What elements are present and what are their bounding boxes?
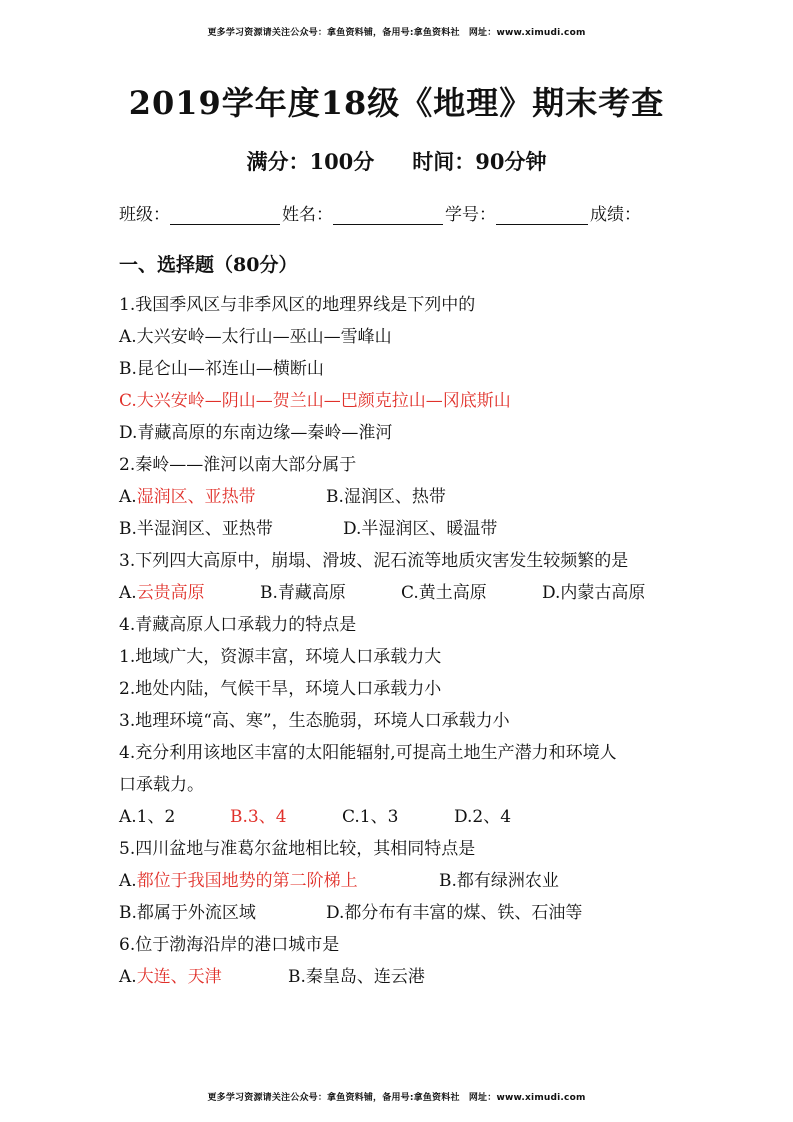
option-d: D.内蒙古高原 [542,583,646,603]
question-stem: 6.位于渤海沿岸的港口城市是 [119,935,340,955]
option-c: B.半湿润区、亚热带 [119,519,273,539]
footer-banner: 更多学习资源请关注公众号：拿鱼资料铺，备用号:拿鱼资料社 网址：www.ximudi.com [207,1093,586,1103]
option-letter: A. [119,871,137,891]
grade-label: 成绩： [590,205,641,225]
option-a-answer [119,581,260,605]
statement-3: 3.地理环境“高、寒”，生态脆弱，环境人口承载力小 [119,711,510,731]
option-b: B.都有绿洲农业 [439,871,559,891]
full-score: 满分：100分 [246,149,375,174]
statement-4: 4.充分利用该地区丰富的太阳能辐射,可提高土地生产潜力和环境人 [119,743,617,763]
option-a-text: 湿润区、亚热带 [136,487,256,507]
question-stem: 1.我国季风区与非季风区的地理界线是下列中的 [119,295,476,315]
option-c: C.黄土高原 [401,583,487,603]
option-d: D.都分布有丰富的煤、铁、石油等 [326,903,583,923]
option-d: D.半湿润区、暖温带 [343,519,498,539]
class-label: 班级： [119,205,170,225]
student-info-row [119,200,641,225]
statement-4-cont: 口承载力。 [119,775,204,795]
exam-title: 2019学年度18级《地理》期末考查 [128,84,665,122]
option-a: A.1、2 [119,807,176,827]
options-row [119,965,425,989]
option-a-text: 大连、天津 [136,967,222,987]
exam-subtitle [0,146,793,176]
option-letter: A. [119,967,137,987]
option-letter: A. [119,583,137,603]
name-blank[interactable] [333,206,443,225]
option-d: D.2、4 [454,807,512,827]
option-a-answer [119,485,326,509]
option-a-answer [119,965,288,989]
option-letter: A. [119,487,137,507]
option-d: D.青藏高原的东南边缘—秦岭—淮河 [119,423,393,443]
statement-2: 2.地处内陆，气候干旱，环境人口承载力小 [119,679,442,699]
option-b: B.湿润区、热带 [326,487,446,507]
options-row [119,581,645,605]
section-title: 一、选择题（80分） [119,254,298,276]
options-row [119,901,582,925]
exam-time: 时间：90分钟 [412,149,547,174]
option-a: A.大兴安岭—太行山—巫山—雪峰山 [119,327,392,347]
option-a-text: 都位于我国地势的第二阶梯上 [136,871,358,891]
options-row [119,869,559,893]
question-stem: 2.秦岭——淮河以南大部分属于 [119,455,357,475]
option-b: B.秦皇岛、连云港 [288,967,425,987]
name-label: 姓名： [282,205,333,225]
header-banner: 更多学习资源请关注公众号：拿鱼资料铺，备用号:拿鱼资料社 网址：www.ximudi.com [207,28,586,38]
option-c: B.都属于外流区域 [119,903,256,923]
question-stem: 4.青藏高原人口承载力的特点是 [119,615,357,635]
option-b: B.青藏高原 [260,583,346,603]
option-a-answer [119,869,439,893]
option-b-answer: B.3、4 [230,807,287,827]
option-b: B.昆仑山—祁连山—横断山 [119,359,324,379]
options-row [119,517,497,541]
option-c: C.1、3 [342,807,399,827]
option-c-answer: C.大兴安岭—阴山—贺兰山—巴颜克拉山—冈底斯山 [119,391,511,411]
statement-1: 1.地域广大，资源丰富，环境人口承载力大 [119,647,442,667]
class-blank[interactable] [170,206,280,225]
options-row [119,805,511,829]
option-a-text: 云贵高原 [136,583,205,603]
student-id-label: 学号： [445,205,496,225]
options-row [119,485,446,509]
student-id-blank[interactable] [496,206,588,225]
question-stem: 5.四川盆地与准葛尔盆地相比较，其相同特点是 [119,839,476,859]
question-stem: 3.下列四大高原中，崩塌、滑坡、泥石流等地质灾害发生较频繁的是 [119,551,629,571]
